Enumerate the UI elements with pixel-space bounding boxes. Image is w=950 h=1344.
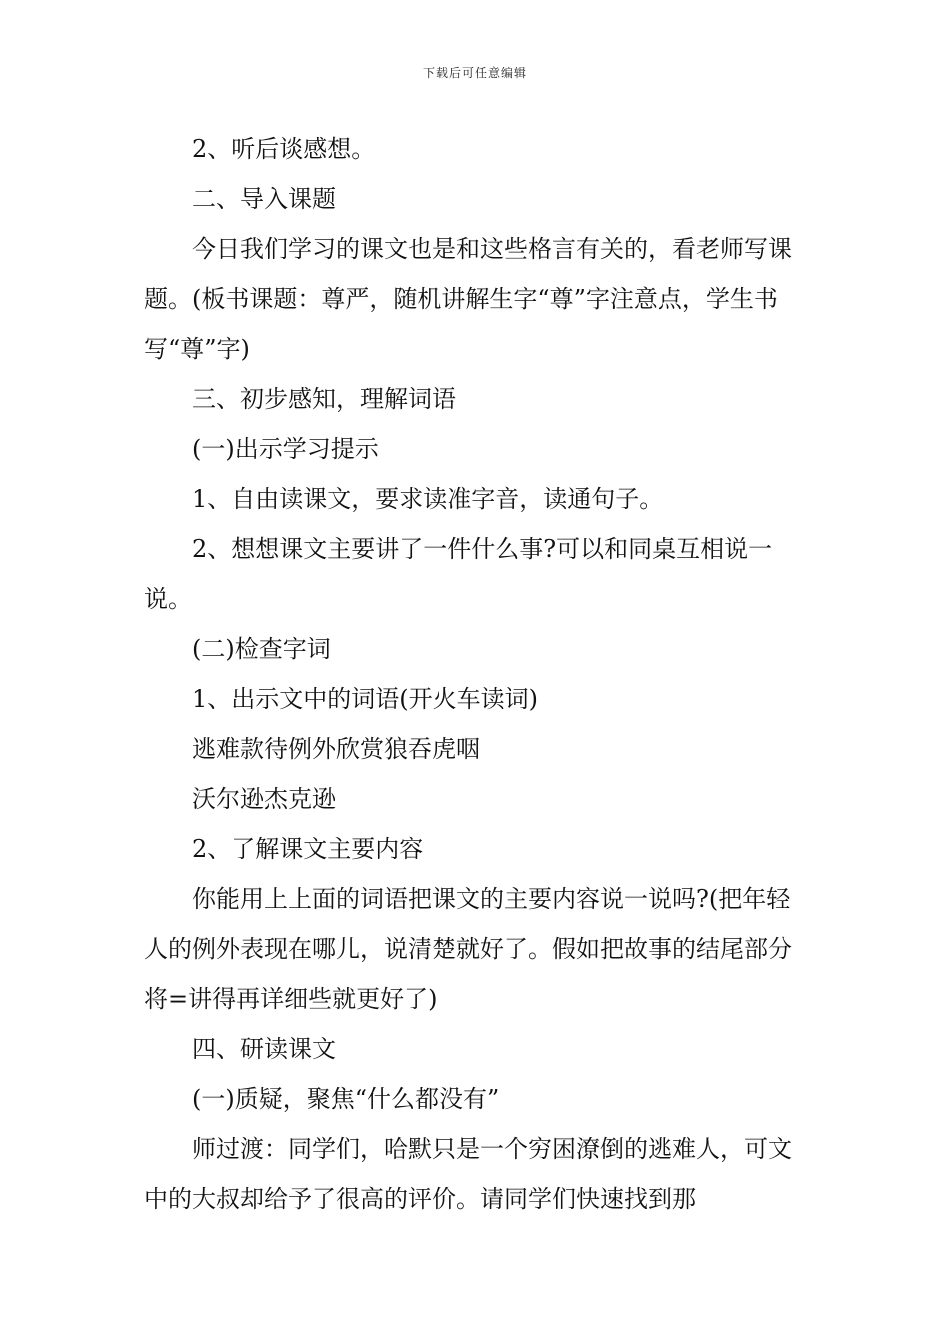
- subsection-heading: (二)检查字词: [192, 635, 331, 663]
- paragraph: 今日我们学习的课文也是和这些格言有关的，看老师写课题。(板书课题：尊严，随机讲解生字“尊”字注意点，学生书写“尊”字): [144, 235, 792, 363]
- section-heading: 三、初步感知，理解词语: [192, 385, 456, 413]
- page-header: 下载后可任意编辑: [422, 66, 527, 80]
- paragraph: 2、想想课文主要讲了一件什么事?可以和同桌互相说一说。: [144, 535, 773, 613]
- paragraph: 2、了解课文主要内容: [192, 835, 424, 863]
- paragraph: 1、自由读课文，要求读准字音，读通句子。: [192, 485, 664, 513]
- vocabulary-line: 沃尔逊杰克逊: [192, 785, 336, 813]
- paragraph: 1、出示文中的词语(开火车读词): [192, 685, 538, 713]
- subsection-heading: (一)质疑，聚焦“什么都没有”: [192, 1085, 500, 1113]
- section-heading: 四、研读课文: [192, 1035, 336, 1063]
- paragraph: 师过渡：同学们，哈默只是一个穷困潦倒的逃难人，可文中的大叔却给予了很高的评价。请同学们快速找到那: [144, 1135, 792, 1213]
- paragraph: 2、听后谈感想。: [192, 135, 376, 163]
- vocabulary-line: 逃难款待例外欣赏狼吞虎咽: [192, 735, 480, 763]
- paragraph: 你能用上上面的词语把课文的主要内容说一说吗?(把年轻人的例外表现在哪儿，说清楚就好了。假如把故事的结尾部分将=讲得再详细些就更好了): [144, 885, 792, 1013]
- section-heading: 二、导入课题: [192, 185, 336, 213]
- subsection-heading: (一)出示学习提示: [192, 435, 379, 463]
- document-body: [144, 124, 814, 1224]
